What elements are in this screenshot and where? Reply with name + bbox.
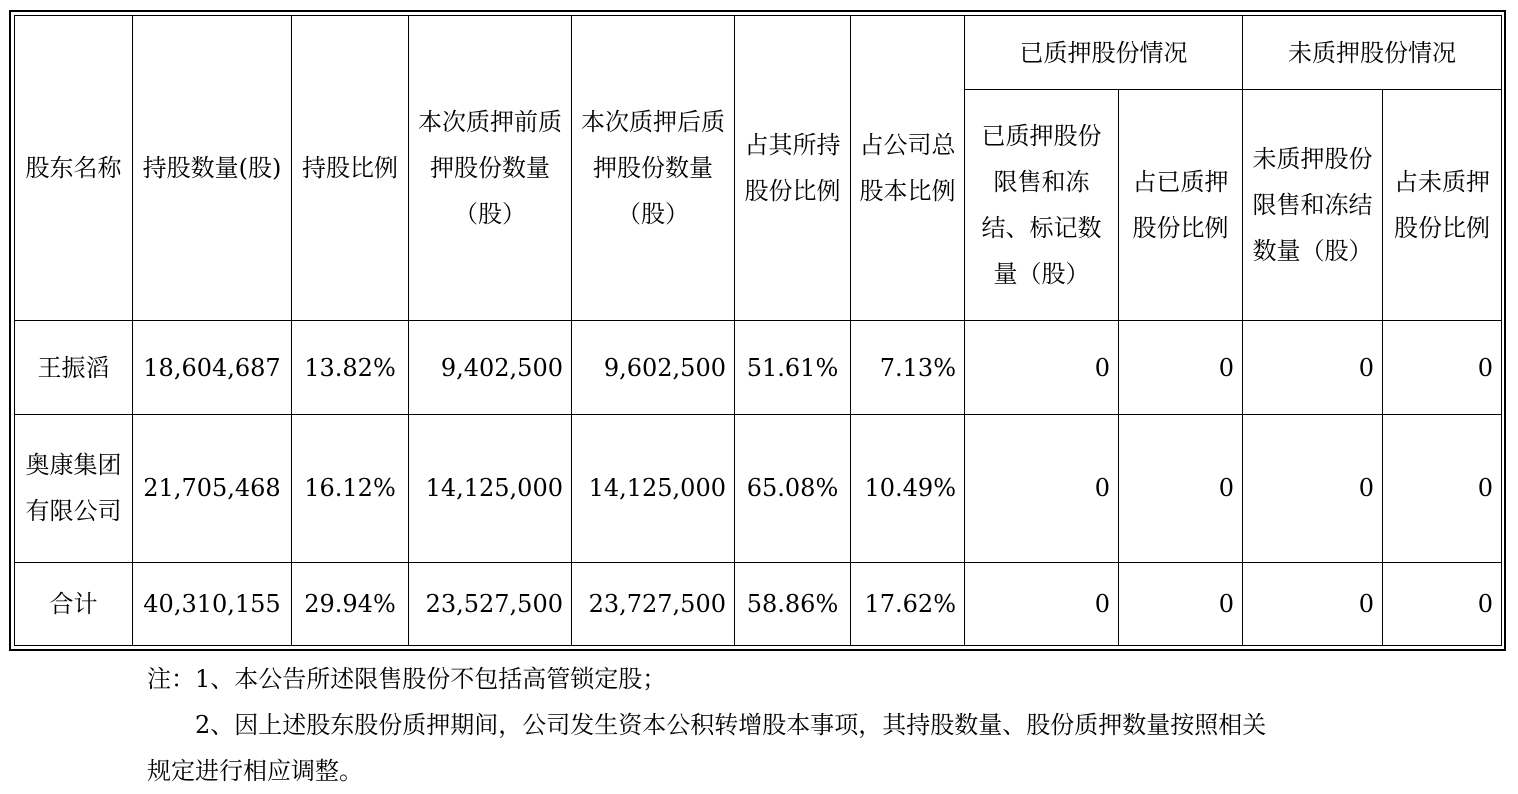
cell-pct-total: 7.13%: [851, 321, 965, 414]
footnote-line-2: 2、因上述股东股份质押期间，公司发生资本公积转增股本事项，其持股数量、股份质押数量按照相关: [195, 711, 1267, 739]
footnote-line-3: 规定进行相应调整。: [147, 757, 363, 785]
cell-unpledged-pct: 0: [1383, 321, 1502, 414]
cell-shares: 18,604,687: [133, 321, 292, 414]
pledge-table-frame: [9, 10, 1506, 651]
header-shares: 持股数量(股): [133, 16, 292, 321]
table-row: [15, 321, 1502, 414]
header-before: 本次质押前质押股份数量（股）: [409, 16, 572, 321]
cell-shares: 21,705,468: [133, 414, 292, 562]
cell-pct-own: 65.08%: [735, 414, 851, 562]
cell-before: 9,402,500: [409, 321, 572, 414]
cell-pledged-restricted: 0: [965, 562, 1119, 645]
cell-pledged-restricted: 0: [965, 414, 1119, 562]
cell-ratio: 13.82%: [292, 321, 409, 414]
cell-unpledged-restricted: 0: [1243, 562, 1383, 645]
cell-pct-own: 51.61%: [735, 321, 851, 414]
cell-before: 14,125,000: [409, 414, 572, 562]
pledge-table: [14, 15, 1502, 646]
footnote-line-1: 注：1、本公告所述限售股份不包括高管锁定股；: [147, 665, 667, 693]
header-pct-own: 占其所持股份比例: [735, 16, 851, 321]
header-name: 股东名称: [15, 16, 133, 321]
header-unpledged-group: 未质押股份情况: [1243, 16, 1502, 90]
header-pledged-pct: 占已质押股份比例: [1119, 90, 1243, 321]
header-pledged-group: 已质押股份情况: [965, 16, 1243, 90]
cell-name: 王振滔: [15, 321, 133, 414]
cell-ratio: 29.94%: [292, 562, 409, 645]
header-after: 本次质押后质押股份数量（股）: [572, 16, 735, 321]
table-row: [15, 414, 1502, 562]
header-unpledged-pct: 占未质押股份比例: [1383, 90, 1502, 321]
header-pledged-restricted: 已质押股份限售和冻结、标记数量（股）: [965, 90, 1119, 321]
header-pct-total: 占公司总股本比例: [851, 16, 965, 321]
cell-pledged-pct: 0: [1119, 321, 1243, 414]
cell-pct-total: 17.62%: [851, 562, 965, 645]
cell-after: 23,727,500: [572, 562, 735, 645]
header-ratio: 持股比例: [292, 16, 409, 321]
cell-after: 9,602,500: [572, 321, 735, 414]
cell-name: 合计: [15, 562, 133, 645]
header-unpledged-restricted: 未质押股份限售和冻结数量（股）: [1243, 90, 1383, 321]
cell-pledged-pct: 0: [1119, 414, 1243, 562]
cell-ratio: 16.12%: [292, 414, 409, 562]
cell-pledged-pct: 0: [1119, 562, 1243, 645]
cell-after: 14,125,000: [572, 414, 735, 562]
cell-pct-total: 10.49%: [851, 414, 965, 562]
cell-unpledged-restricted: 0: [1243, 321, 1383, 414]
cell-name: 奥康集团有限公司: [15, 414, 133, 562]
footnotes: [147, 656, 1266, 794]
cell-unpledged-restricted: 0: [1243, 414, 1383, 562]
cell-pct-own: 58.86%: [735, 562, 851, 645]
table-row: [15, 562, 1502, 645]
cell-unpledged-pct: 0: [1383, 414, 1502, 562]
cell-unpledged-pct: 0: [1383, 562, 1502, 645]
cell-pledged-restricted: 0: [965, 321, 1119, 414]
cell-shares: 40,310,155: [133, 562, 292, 645]
cell-before: 23,527,500: [409, 562, 572, 645]
